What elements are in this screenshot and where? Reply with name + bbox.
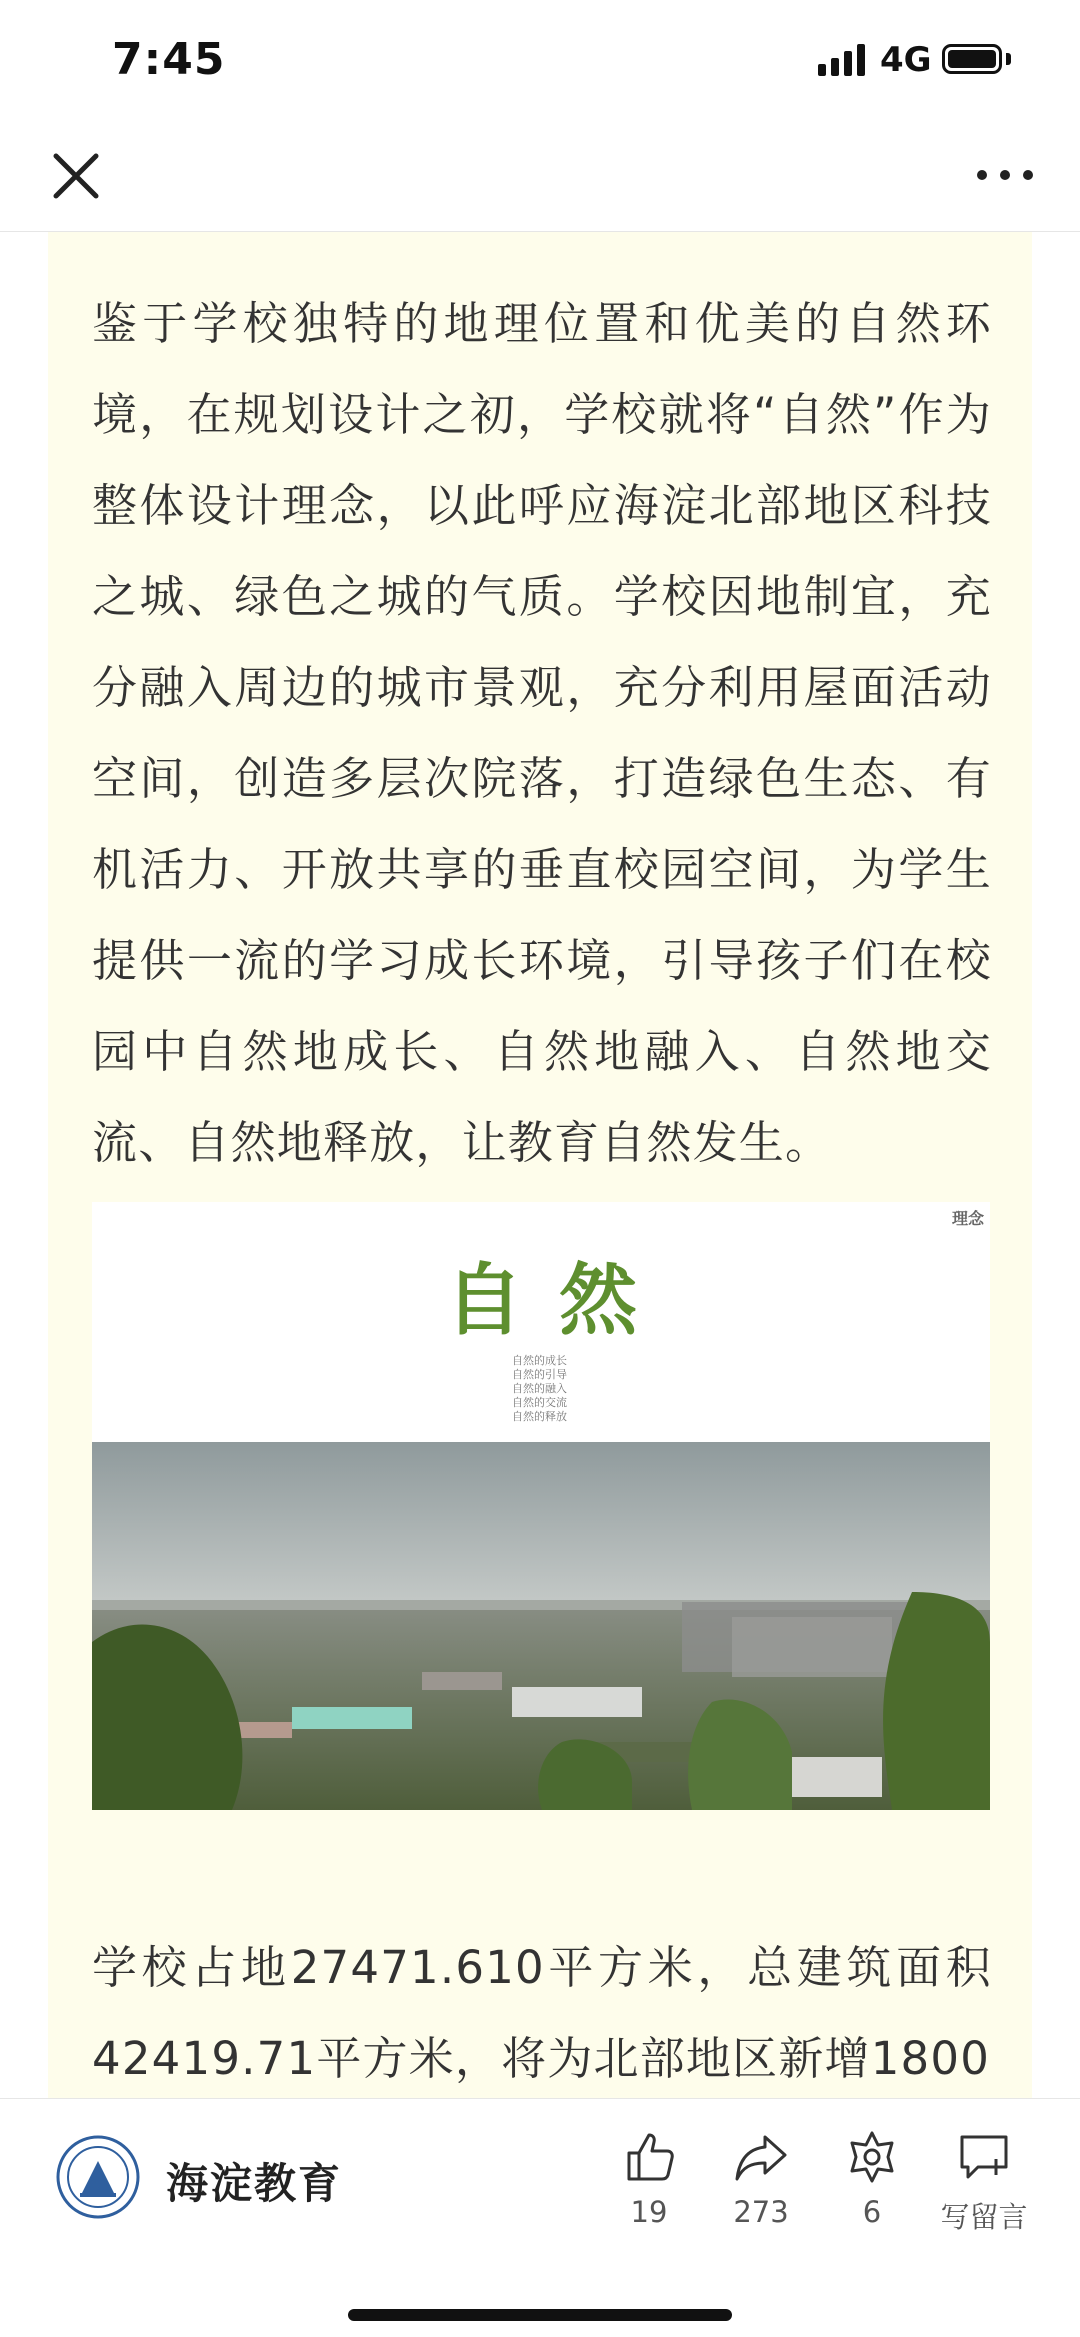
close-icon bbox=[44, 144, 108, 208]
figure-list-item: 自然的融入 bbox=[512, 1382, 567, 1395]
star-icon bbox=[844, 2129, 900, 2185]
more-button[interactable] bbox=[970, 150, 1040, 200]
write-comment-label: 写留言 bbox=[940, 2200, 1028, 2234]
account-name[interactable]: 海淀教育 bbox=[166, 2159, 343, 2208]
signal-icon bbox=[818, 44, 865, 76]
article-content bbox=[48, 232, 1032, 2098]
thumbs-up-icon bbox=[621, 2129, 677, 2185]
landscape-photo bbox=[92, 1442, 990, 1810]
figure-list-item: 自然的成长 bbox=[512, 1354, 567, 1367]
battery-icon bbox=[942, 44, 1002, 74]
article-figure[interactable] bbox=[92, 1202, 990, 1810]
share-count: 273 bbox=[733, 2195, 789, 2229]
share-icon bbox=[733, 2129, 789, 2185]
status-time: 7:45 bbox=[112, 34, 226, 85]
star-button[interactable] bbox=[812, 2129, 932, 2229]
write-comment-button[interactable] bbox=[924, 2129, 1044, 2236]
article-paragraph: 学校占地27471.610平方米，总建筑面积42419.71平方米，将为北部地区新增1800 bbox=[92, 1941, 992, 2085]
home-indicator[interactable] bbox=[348, 2309, 732, 2321]
like-count: 19 bbox=[630, 2195, 668, 2229]
article-paragraph: 鉴于学校独特的地理位置和优美的自然环境，在规划设计之初，学校就将“自然”作为整体设计理念，以此呼应海淀北部地区科技之城、绿色之城的气质。学校因地制宜，充分融入周边的城市景观，充分利用屋面活动空间，创造多层次院落，打造绿色生态、有机活力、开放共享的垂直校园空间，为学生提供一流的学习成长环境，引导孩子们在校园中自然地成长、自然地融入、自然地交流、自然地释放，让教育自然发生。 bbox=[92, 297, 992, 1169]
star-count: 6 bbox=[862, 2195, 882, 2229]
close-button[interactable] bbox=[44, 144, 108, 208]
like-button[interactable] bbox=[589, 2129, 709, 2229]
comment-add-icon bbox=[956, 2129, 1012, 2185]
figure-list bbox=[512, 1354, 632, 1424]
figure-list-item: 自然的交流 bbox=[512, 1396, 567, 1409]
nav-bar bbox=[0, 120, 1080, 232]
share-button[interactable] bbox=[701, 2129, 821, 2229]
figure-title: 自然 bbox=[444, 1256, 673, 1346]
more-icon bbox=[970, 150, 1040, 200]
status-bar bbox=[0, 0, 1080, 120]
figure-list-item: 自然的释放 bbox=[512, 1410, 567, 1423]
figure-tag: 理念 bbox=[951, 1209, 984, 1228]
figure-list-item: 自然的引导 bbox=[512, 1368, 567, 1381]
battery-tip bbox=[1006, 53, 1011, 65]
account-avatar[interactable] bbox=[56, 2135, 140, 2219]
bottom-action-bar bbox=[0, 2098, 1080, 2337]
network-type: 4G bbox=[880, 40, 932, 80]
